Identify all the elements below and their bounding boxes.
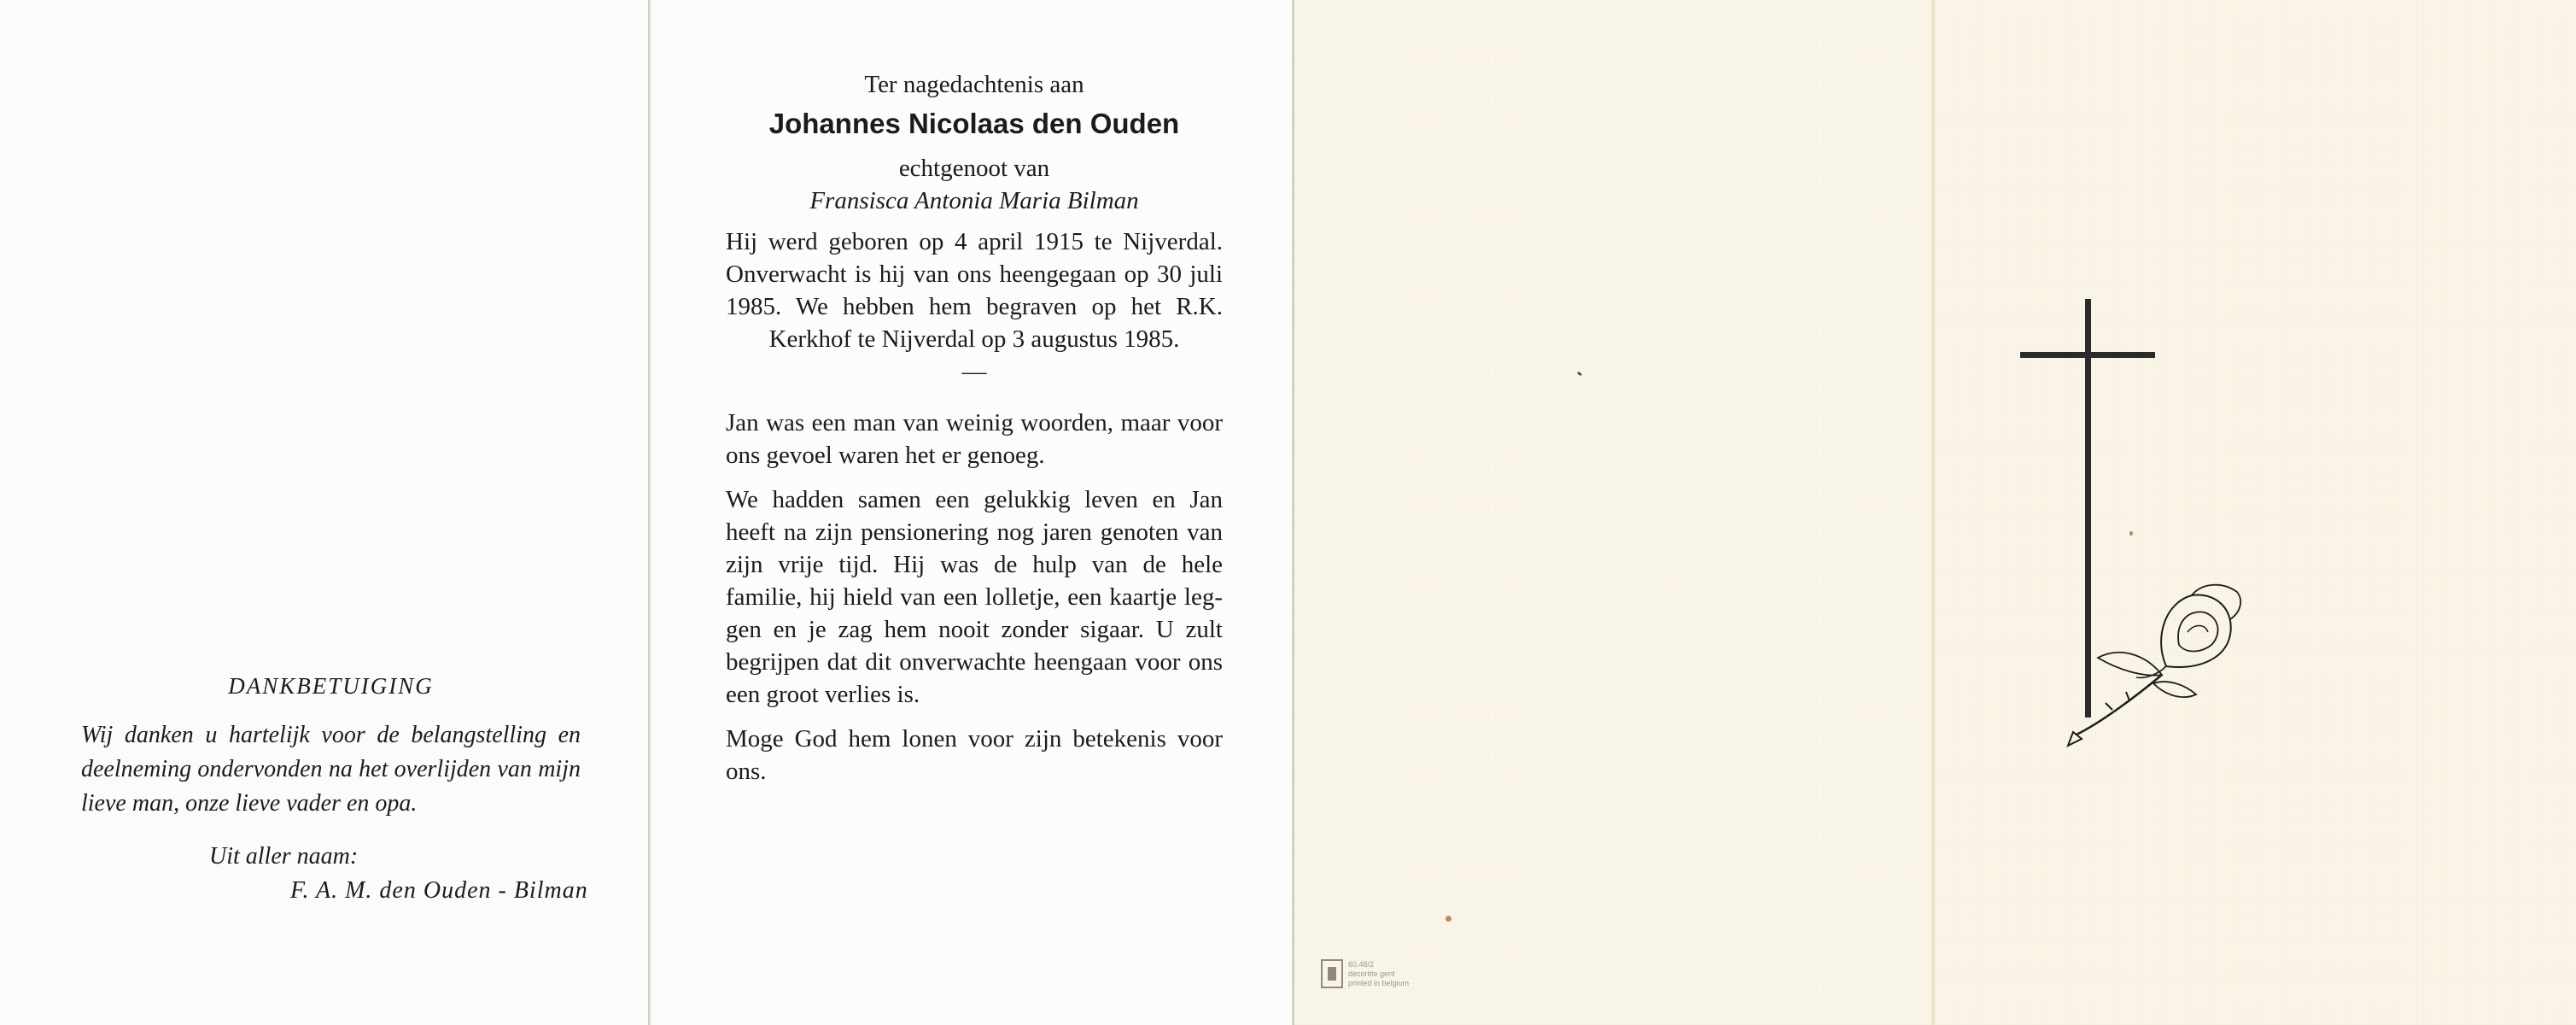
paper-speck bbox=[1446, 916, 1452, 922]
cover-panel bbox=[1931, 0, 2576, 1025]
printer-code: 60.48/2 bbox=[1348, 959, 1375, 969]
thanks-block bbox=[81, 669, 588, 908]
thanks-signature bbox=[209, 840, 588, 908]
memorial-paragraph: Moge God hem lonen voor zijn betekenis voor ons. bbox=[726, 725, 1223, 785]
printer-mark bbox=[1321, 959, 1409, 988]
rose-thorn bbox=[2126, 692, 2129, 700]
printer-mark-text bbox=[1348, 960, 1409, 988]
cross-with-rose-icon bbox=[2017, 295, 2299, 790]
cross-horizontal-beam bbox=[2020, 352, 2155, 358]
life-facts: Hij werd geboren op 4 april 1915 te Nijverdal. Onverwacht is hij van ons heengegaan op 30 juli 1985. We hebben hem begraven op het R.K. Kerkhof te Nijverdal op 3 augustus 1985. bbox=[726, 228, 1223, 353]
memorial-paragraph: We hadden samen een gelukkig leven en Jan heeft na zijn pensionering nog jaren genoten van zijn vrije tijd. Hij was de hulp van de hele familie, hij hield van een lolletje, een kaartje leggen en je zag hem nooit zonder sigaar. U zult begrijpen dat dit onverwachte heengaan voor ons een groot verlies is. bbox=[726, 486, 1223, 708]
rose-leaf bbox=[2153, 682, 2196, 697]
separator-dash: — bbox=[961, 358, 987, 385]
thanks-title: DANKBETUIGING bbox=[228, 673, 434, 699]
memorial-block bbox=[726, 68, 1223, 800]
paper-speck bbox=[1577, 372, 1583, 377]
fold-line bbox=[1931, 0, 1934, 1025]
deceased-name: Johannes Nicolaas den Ouden bbox=[768, 108, 1180, 139]
memorial-paragraph: Jan was een man van weinig woorden, maar voor ons gevoel waren het er genoeg. bbox=[726, 409, 1223, 469]
fold-line bbox=[648, 0, 650, 1025]
thanks-body: Wij danken u hartelijk voor de belangstelling en deelneming ondervonden na het overlijden van mijn lieve man, onze lieve vader en opa. bbox=[81, 722, 581, 817]
spouse-label: echtgenoot van bbox=[898, 155, 1050, 182]
fold-line bbox=[1293, 0, 1294, 1025]
printer-line-2: printed in belgium bbox=[1348, 978, 1410, 987]
cross-vertical-beam bbox=[2085, 299, 2091, 718]
rose-petal bbox=[2161, 595, 2231, 667]
printer-logo-icon bbox=[1321, 959, 1343, 988]
signature-intro: Uit aller naam: bbox=[209, 843, 359, 870]
memorial-panel bbox=[649, 0, 1294, 1025]
printer-line-1: decoritte gent bbox=[1348, 969, 1395, 978]
memorial-heading: Ter nagedachtenis aan bbox=[864, 71, 1084, 98]
spouse-name: Fransisca Antonia Maria Bilman bbox=[809, 187, 1139, 214]
back-panel bbox=[1294, 0, 1931, 1025]
rose-thorn bbox=[2106, 703, 2112, 710]
rose-petal bbox=[2178, 612, 2218, 651]
signature-name: F. A. M. den Ouden - Bilman bbox=[290, 877, 588, 904]
rose-leaf bbox=[2098, 653, 2162, 676]
rose-petal bbox=[2188, 626, 2208, 633]
thanks-panel bbox=[0, 0, 649, 1025]
rose-petal bbox=[2192, 585, 2240, 619]
